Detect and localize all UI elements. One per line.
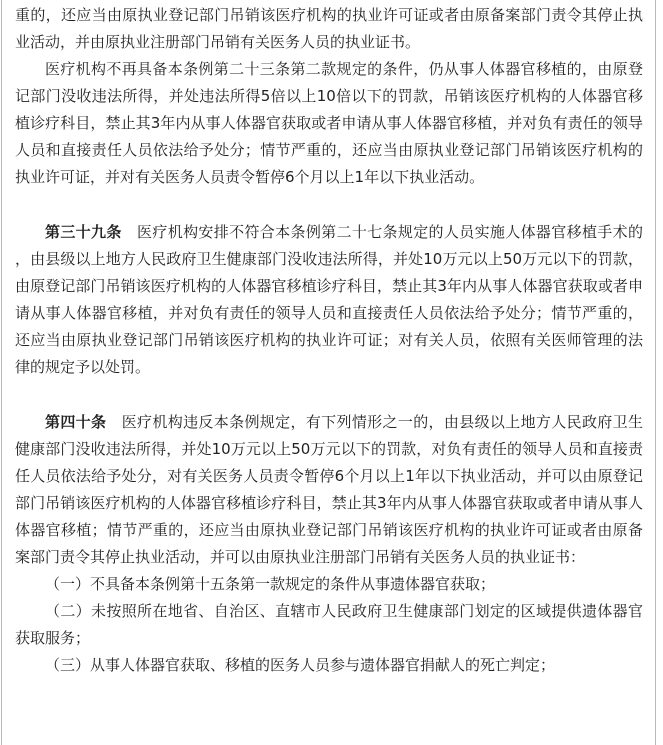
article-39-text: 医疗机构安排不符合本条例第二十七条规定的人员实施人体器官移植手术的，由县级以上地方人民政府卫生健康部门没收违法所得，并处10万元以上50万元以下的罚款，由原登记部门吊销该医疗机构的人体器官移植诊疗科目，禁止其3年内从事人体器官获取或者申请从事人体器官移植，并对负有责任的领导人员和直接责任人员依法给予处分；情节严重的，还应当由原执业登记部门吊销该医疗机构的执业许可证；对有关人员，依照有关医师管理的法律的规定予以处罚。: [15, 223, 643, 376]
article-40: [15, 409, 643, 571]
list-item-3: （三）从事人体器官获取、移植的医务人员参与遗体器官捐献人的死亡判定；: [45, 656, 556, 674]
paragraph-condition-violation: 医疗机构不再具备本条例第二十三条第二款规定的条件，仍从事人体器官移植的，由原登记部门没收违法所得，并处违法所得5倍以上10倍以下的罚款，吊销该医疗机构的人体器官移植诊疗科目，禁止其3年内从事人体器官获取或者申请从事人体器官移植，并对负有责任的领导人员和直接责任人员依法给予处分；情节严重的，还应当由原执业登记部门吊销该医疗机构的执业许可证，并对有关医务人员责令暂停6个月以上1年以下执业活动。: [15, 60, 643, 186]
list-item-2: （二）未按照所在地省、自治区、直辖市人民政府卫生健康部门划定的区域提供遗体器官获取服务；: [15, 602, 643, 647]
list-item-1: （一）不具备本条例第十五条第一款规定的条件从事遗体器官获取；: [45, 575, 496, 593]
paragraph-gap: [15, 191, 643, 219]
paragraph-continuation: 重的，还应当由原执业登记部门吊销该医疗机构的执业许可证或者由原备案部门责令其停止执业活动，并由原执业注册部门吊销有关医务人员的执业证书。: [15, 6, 643, 51]
article-39: [15, 219, 643, 381]
article-40-number: 第四十条: [45, 413, 107, 431]
paragraph-gap: [15, 381, 643, 409]
document-body: [15, 2, 643, 679]
article-40-text: 医疗机构违反本条例规定，有下列情形之一的，由县级以上地方人民政府卫生健康部门没收违法所得，并处10万元以上50万元以下的罚款，对负有责任的领导人员和直接责任人员依法给予处分，对有关医务人员责令暂停6个月以上1年以下执业活动，并可以由原登记部门吊销该医疗机构的人体器官移植诊疗科目，禁止其3年内从事人体器官获取或者申请从事人体器官移植；情节严重的，还应当由原执业登记部门吊销该医疗机构的执业许可证或者由原备案部门责令其停止执业活动，并可以由原执业注册部门吊销有关医务人员的执业证书：: [15, 413, 643, 566]
article-39-number: 第三十九条: [45, 223, 122, 241]
